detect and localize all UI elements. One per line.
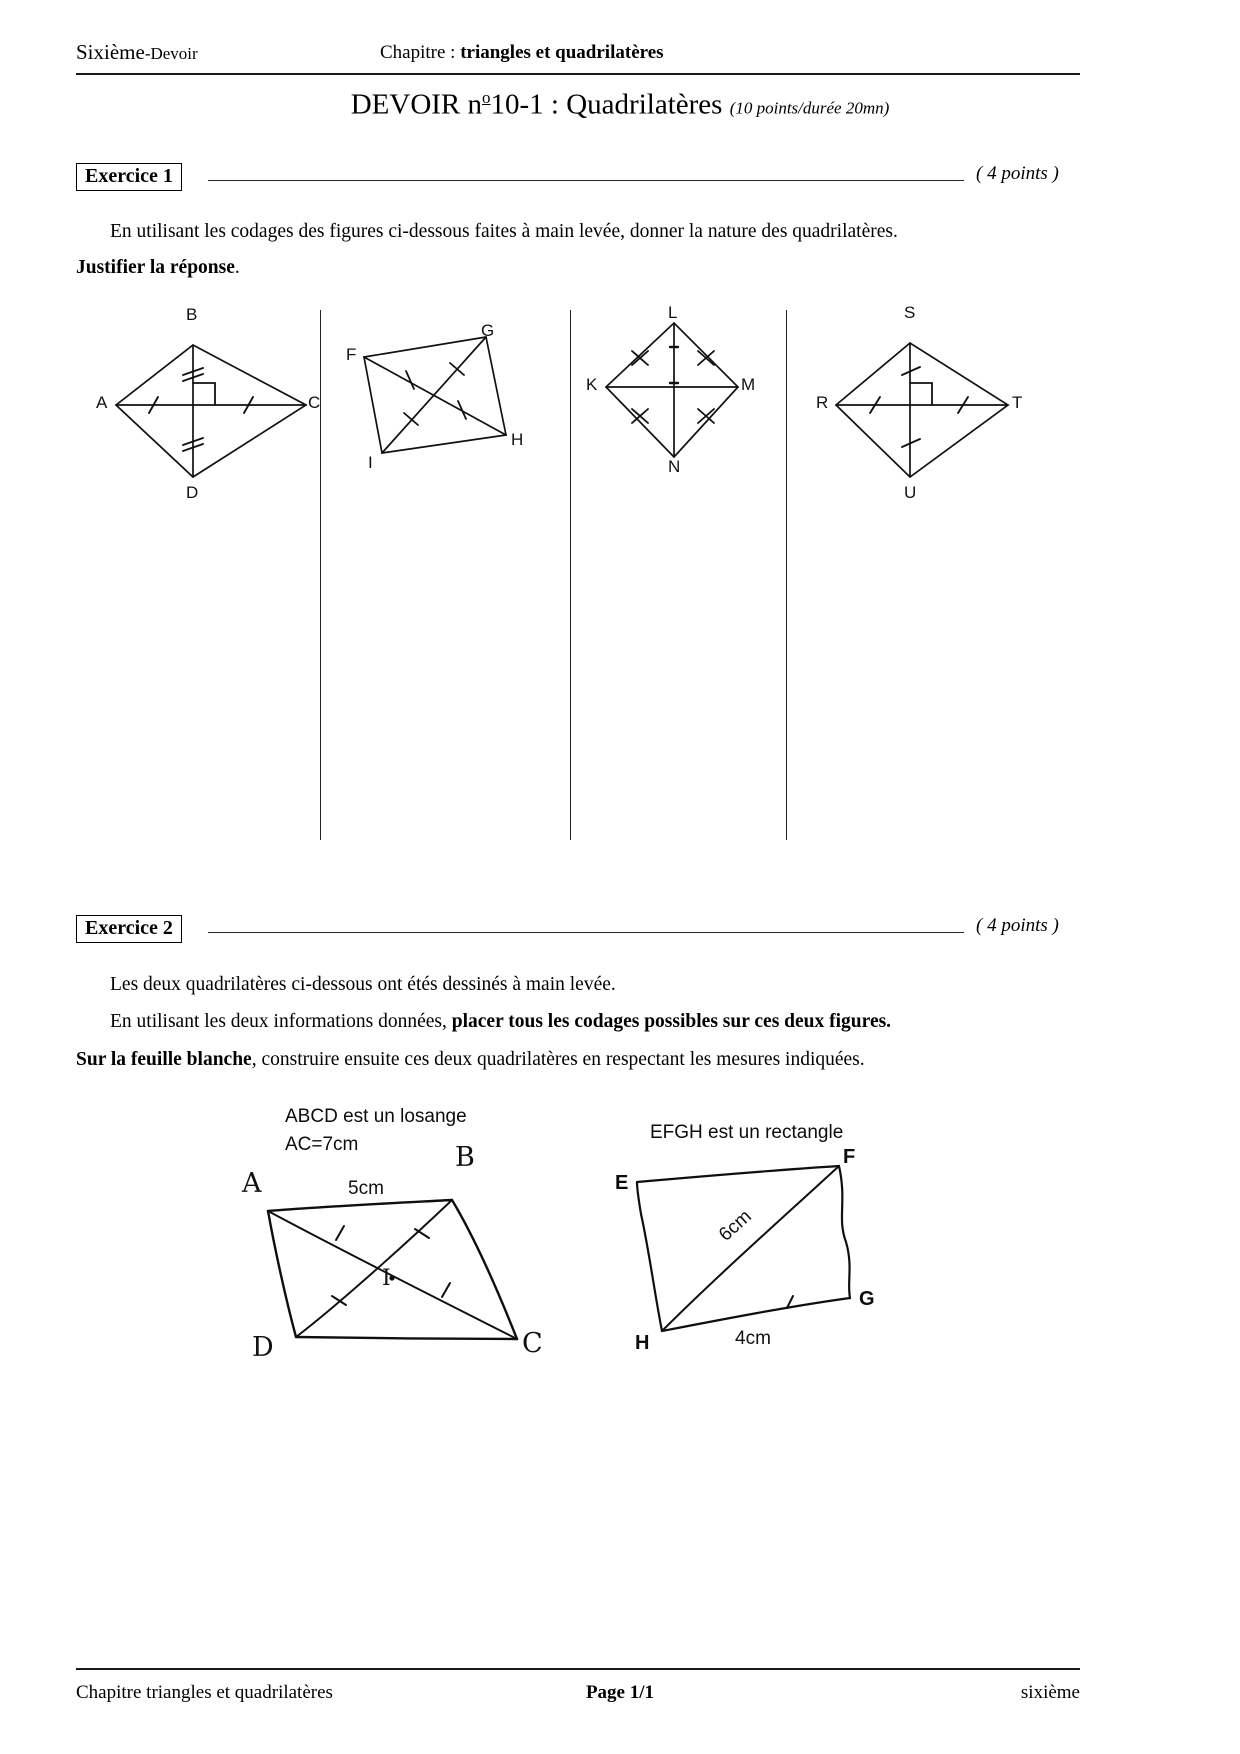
rectangle-vertex-H: H [635,1332,650,1354]
figure-klmn-vertex-N: N [668,457,681,476]
exercise1-instruction-line1: En utilisant les codages des figures ci-dessous faites à main levée, donner la nature des quadrilatères. [110,221,898,242]
rectangle-vertex-G: G [859,1288,875,1310]
losange-measure-ab: 5cm [348,1178,384,1199]
header-chapter [380,42,664,64]
rectangle-caption: EFGH est un rectangle [650,1122,844,1143]
figure-rstu-vertex-R: R [816,393,829,412]
header-level: Sixième [76,40,145,64]
footer-page-number: Page 1/1 [585,1682,655,1703]
figure-divider-3 [786,310,787,840]
figure-klmn-vertex-M: M [741,375,756,394]
figure-klmn-vertex-K: K [586,375,598,394]
figure-abcd-vertex-A: A [96,393,108,412]
exercise1-instruction-line2 [76,258,240,278]
exercise1-label: Exercice 1 [76,163,182,191]
losange-caption-line2: AC=7cm [285,1134,359,1155]
page-header [76,40,1080,72]
header-level-suffix: -Devoir [144,44,198,63]
figure-fghi-vertex-I: I [368,453,373,472]
figure-rstu-vertex-T: T [1012,393,1023,412]
title-duration: (10 points/durée 20mn) [729,98,890,118]
exercise1-points: ( 4 points ) [976,163,1059,184]
rectangle-measure-side: 4cm [735,1328,771,1349]
figure-rstu [816,305,1031,510]
figure-rstu-vertex-S: S [904,303,916,322]
losange-vertex-C: C [522,1328,543,1359]
figure-abcd [96,305,321,510]
exercise1-instruction-emphasis: Justifier la réponse [76,257,235,278]
header-rule [76,73,1080,75]
exercise2-line2-plain: En utilisant les deux informations données, [110,1011,452,1032]
exercise1-rule [208,180,964,181]
exercise2-points: ( 4 points ) [976,915,1059,936]
losange-caption-line1: ABCD est un losange [285,1106,467,1127]
page-title [0,88,1240,122]
figure-fghi-vertex-H: H [511,430,524,449]
header-left [76,40,198,65]
exercise1-figures-panel [96,305,1056,845]
rectangle-vertex-E: E [615,1172,629,1194]
figure-fghi-vertex-F: F [346,345,357,364]
header-chapter-value: triangles et quadrilatères [460,42,664,63]
losange-center-label: I [382,1266,391,1291]
figure-divider-2 [570,310,571,840]
exercise1-header [76,163,1080,197]
figure-rstu-vertex-U: U [904,483,917,502]
exercise2-line1: Les deux quadrilatères ci-dessous ont étés dessinés à main levée. [110,974,616,995]
exercise2-line3 [76,1050,865,1070]
footer-rule [76,1668,1080,1670]
exercise2-header [76,915,1080,949]
exercise2-line2-emphasis: placer tous les codages possibles sur ces deux figures. [451,1011,892,1032]
figure-klmn [586,305,766,490]
losange-vertex-D: D [252,1332,274,1363]
rectangle-measure-diagonal: 6cm [715,1205,756,1246]
header-chapter-label: Chapitre : [380,42,461,63]
exercise2-rule [208,932,964,933]
figure-abcd-vertex-D: D [186,483,199,502]
exercise1-instruction-period: . [234,257,240,278]
exercise2-figure-right [615,1110,925,1390]
exercise2-line2 [110,1012,891,1032]
losange-vertex-B: B [455,1142,475,1173]
figure-rstu-svg [816,305,1031,505]
figure-fghi-vertex-G: G [481,321,495,340]
title-superscript: o [482,88,491,107]
figure-fghi [346,321,536,490]
figure-klmn-vertex-L: L [668,303,678,322]
figure-abcd-vertex-C: C [308,393,321,412]
exercise2-line3-plain: , construire ensuite ces deux quadrilatères en respectant les mesures indiquées. [251,1049,865,1070]
figure-fghi-svg [346,325,536,485]
footer-right: sixième [1020,1682,1080,1703]
title-main: DEVOIR n [350,88,483,121]
figure-abcd-vertex-B: B [186,305,198,324]
footer-left: Chapitre triangles et quadrilatères [76,1682,333,1703]
losange-vertex-A: A [242,1168,262,1199]
exercise2-label: Exercice 2 [76,915,182,943]
rectangle-vertex-F: F [843,1146,856,1168]
figure-abcd-svg [96,305,321,505]
exercise2-line3-emphasis: Sur la feuille blanche [76,1049,252,1070]
title-number: 10-1 : Quadrilatères [490,88,723,121]
exercise2-figure-left [240,1100,580,1390]
